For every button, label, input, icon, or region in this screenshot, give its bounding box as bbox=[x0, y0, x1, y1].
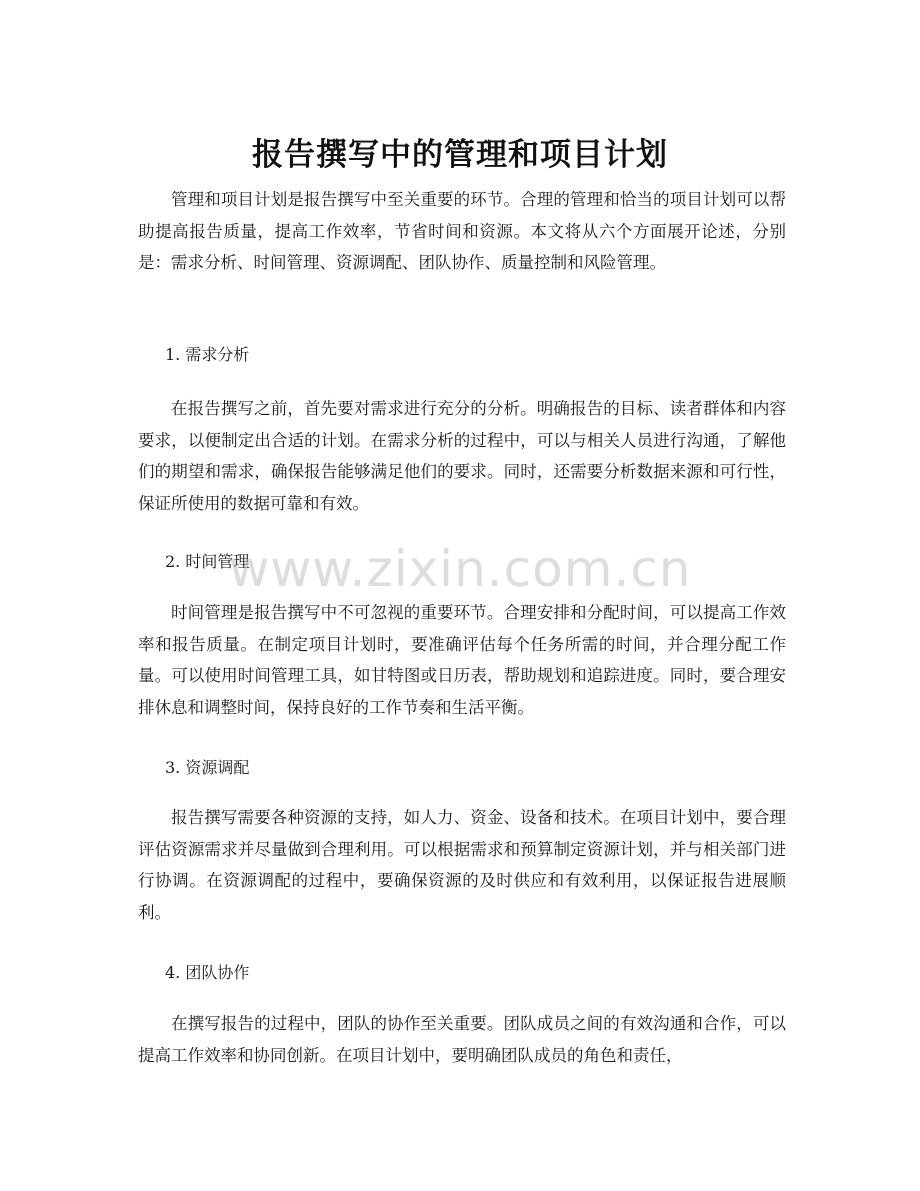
watermark-text: www.zixin.com.cn bbox=[228, 540, 692, 598]
section-heading-1: 1. 需求分析 bbox=[165, 345, 250, 364]
section-paragraph-2: 时间管理是报告撰写中不可忽视的重要环节。合理安排和分配时间，可以提高工作效率和报告质量。在制定项目计划时，要准确评估每个任务所需的时间，并合理分配工作量。可以使用时间管理工具，如甘特图或日历表，帮助规划和追踪进度。同时，要合理安排休息和调整时间，保持良好的工作节奏和生活平衡。 bbox=[138, 603, 786, 717]
intro-paragraph: 管理和项目计划是报告撰写中至关重要的环节。合理的管理和恰当的项目计划可以帮助提高报告质量，提高工作效率，节省时间和资源。本文将从六个方面展开论述，分别是：需求分析、时间管理、资源调配、团队协作、质量控制和风险管理。 bbox=[138, 190, 786, 272]
section-heading-2: 2. 时间管理 bbox=[165, 552, 250, 571]
document-title: 报告撰写中的管理和项目计划 bbox=[252, 136, 668, 173]
section-heading-4: 4. 团队协作 bbox=[165, 963, 250, 982]
section-paragraph-4: 在撰写报告的过程中，团队的协作至关重要。团队成员之间的有效沟通和合作，可以提高工作效率和协同创新。在项目计划中，要明确团队成员的角色和责任， bbox=[138, 1014, 786, 1065]
section-paragraph-3: 报告撰写需要各种资源的支持，如人力、资金、设备和技术。在项目计划中，要合理评估资源需求并尽量做到合理利用。可以根据需求和预算制定资源计划，并与相关部门进行协调。在资源调配的过程中，要确保资源的及时供应和有效利用，以保证报告进展顺利。 bbox=[138, 808, 786, 922]
section-paragraph-1: 在报告撰写之前，首先要对需求进行充分的分析。明确报告的目标、读者群体和内容要求，以便制定出合适的计划。在需求分析的过程中，可以与相关人员进行沟通，了解他们的期望和需求，确保报告能够满足他们的要求。同时，还需要分析数据来源和可行性，保证所使用的数据可靠和有效。 bbox=[138, 399, 786, 513]
section-heading-3: 3. 资源调配 bbox=[165, 758, 250, 777]
